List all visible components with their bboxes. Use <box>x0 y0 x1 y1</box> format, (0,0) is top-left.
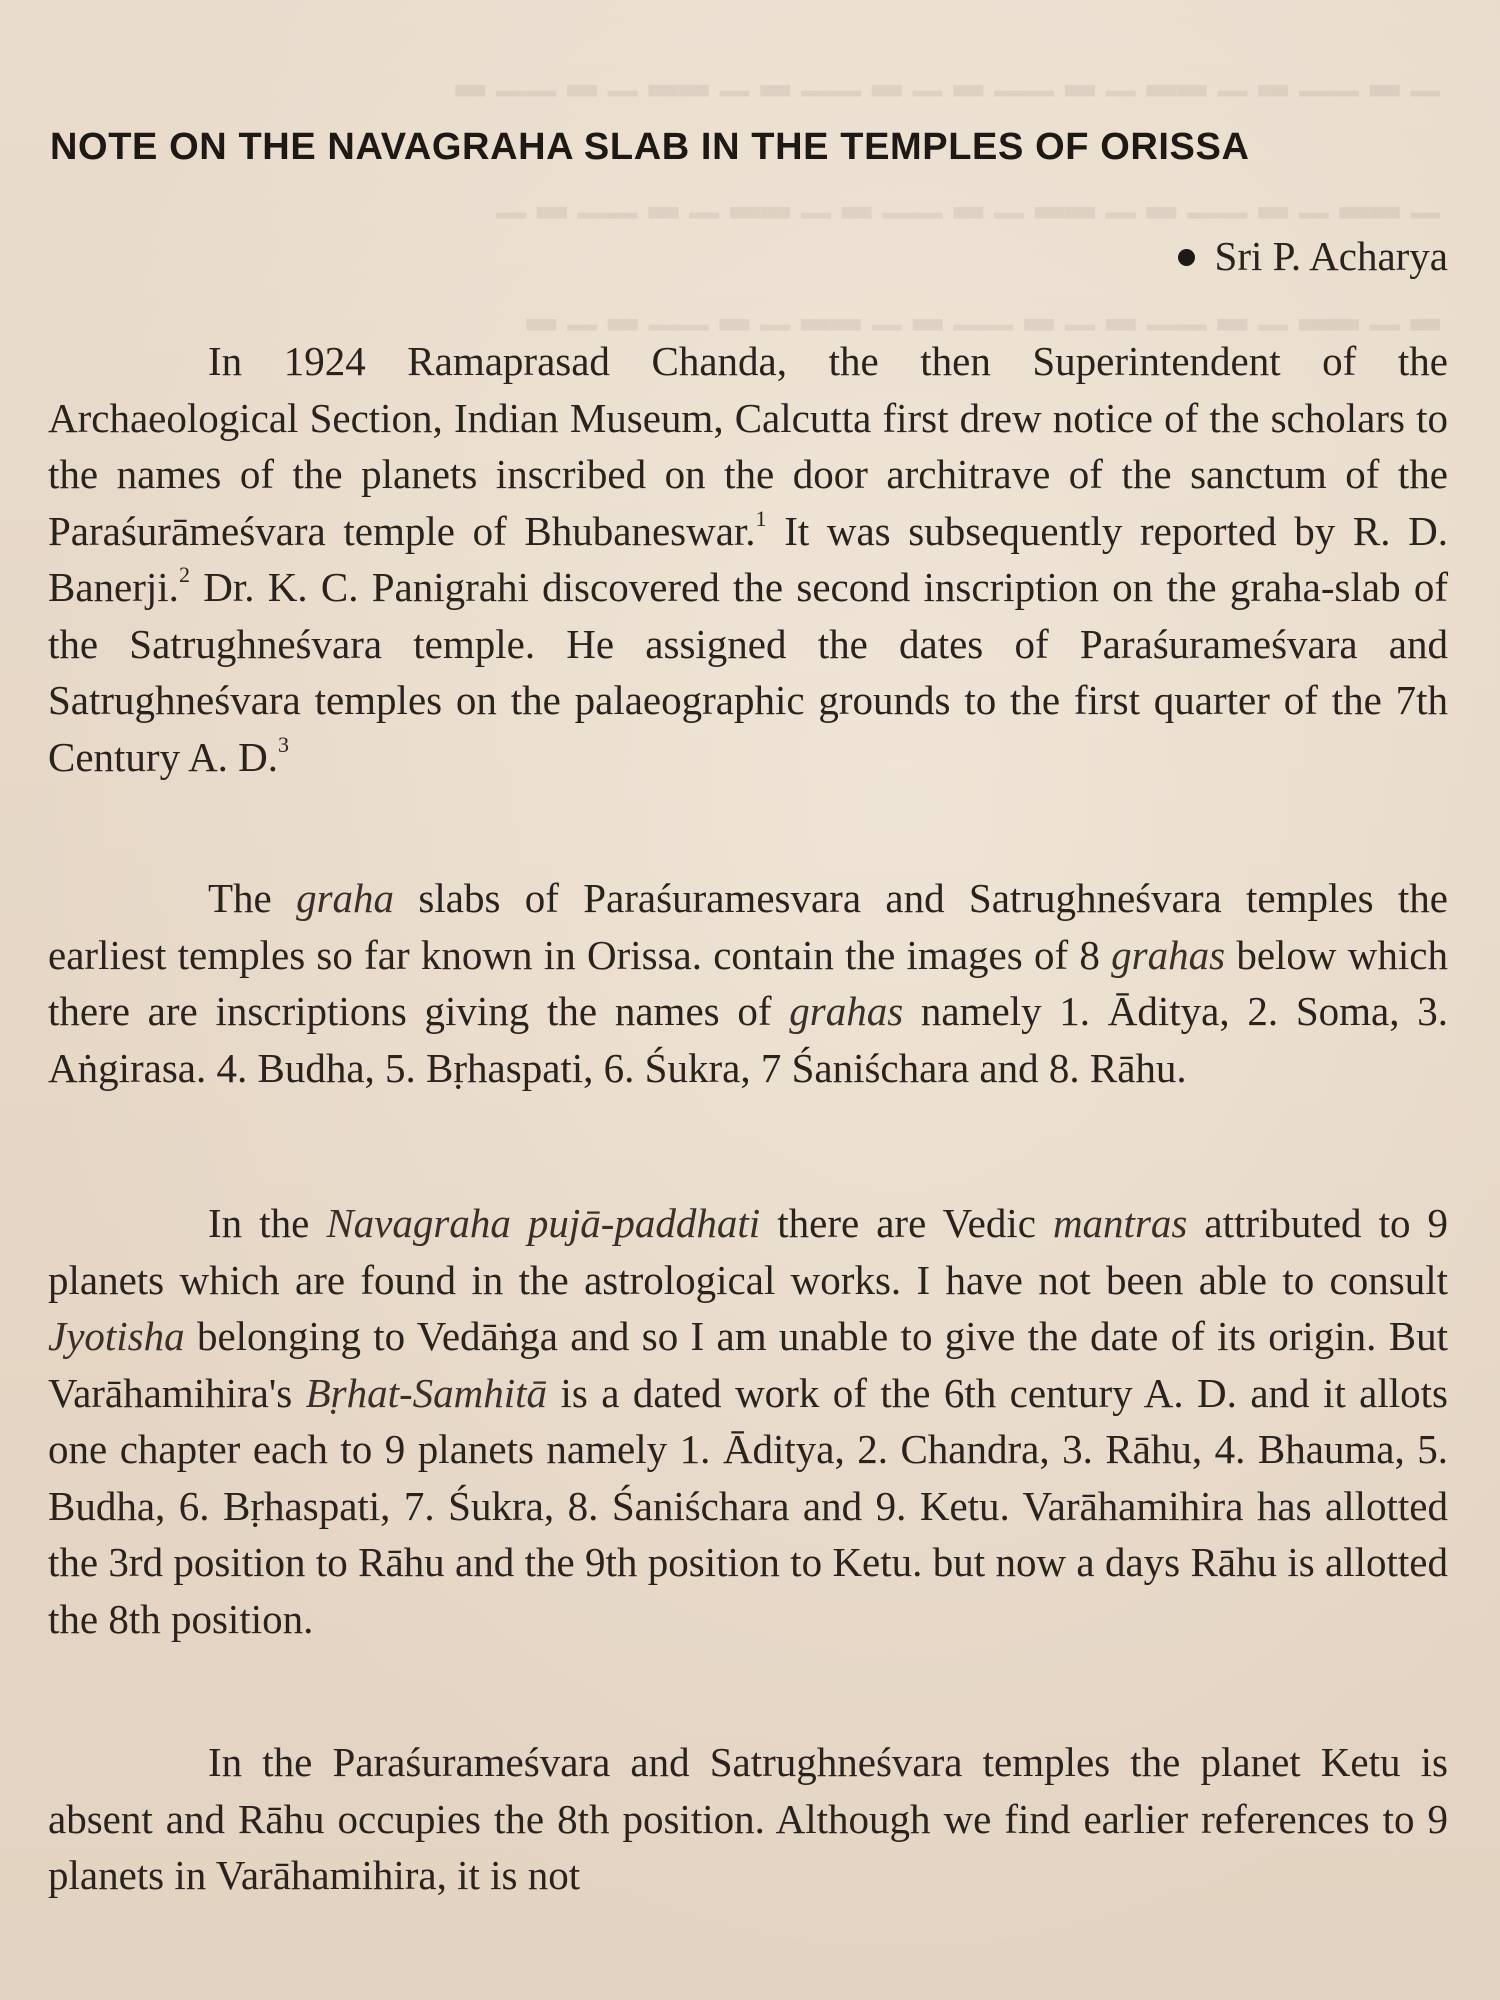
paragraph-2-text-c: below which there are inscriptions giving the names of <box>48 931 1448 1034</box>
paragraph-2-text-d: namely 1. Āditya, 2. Soma, 3. Aṅgirasa. 4. Budha, 5. Bṛhaspati, 6. Śukra, 7 Śaniśchara and 8. Rāhu. <box>48 988 1448 1091</box>
show-through-line: ▁ ▂ ▁▁ ▂ ▁ ▂▂ ▁ ▂ ▁▁ ▂ ▁ ▂ ▁▁ ▂ ▁ ▂▂ ▁ ▂ ▁▁ ▂ <box>454 54 1440 96</box>
paragraph-3 <box>48 1195 1448 1647</box>
paragraph-1-text-c: Dr. K. C. Panigrahi discovered the second inscription on the graha-slab of the Satrughneśvara temple. He assigned the dates of Paraśurameśvara and Satrughneśvara temples on the palaeographic grounds to the first quarter of the 7th Century A. D. <box>48 564 1448 780</box>
paragraph-4 <box>48 1734 1448 1904</box>
paragraph-3-italic-navagraha: Navagraha pujā-paddhati <box>326 1200 761 1246</box>
article-title: NOTE ON THE NAVAGRAHA SLAB IN THE TEMPLES OF ORISSA <box>50 126 1250 168</box>
paragraph-3-text-e: is a dated work of the 6th century A. D. and it allots one chapter each to 9 planets namely 1. Āditya, 2. Chandra, 3. Rāhu, 4. Bhauma, 5. Budha, 6. Bṛhaspati, 7. Śukra, 8. Śaniśchara and 9. Ketu. Varāhamihira has allotted the 3rd position to Rāhu and the 9th position to Ketu. but now a days Rāhu is allotted the 8th position. <box>48 1369 1448 1642</box>
author-name: Sri P. Acharya <box>1214 233 1448 279</box>
paragraph-1-text-b: It was subsequently reported by R. D. Banerji. <box>48 507 1448 610</box>
footnote-ref-2: 2 <box>178 562 190 588</box>
paragraph-3-text-a: In the <box>208 1200 327 1246</box>
paragraph-3-text-d: belonging to Vedāṅga and so I am unable to give the date of its origin. But Varāhamihira's <box>48 1313 1448 1416</box>
paragraph-2-italic-grahas: grahas <box>1111 931 1226 978</box>
paragraph-1 <box>48 333 1448 785</box>
paragraph-2-text-b: slabs of Paraśuramesvara and Satrughneśvara temples the earliest temples so far known in Orissa. contain the images of 8 <box>48 875 1448 978</box>
show-through-line: ▂ ▁ ▂▂ ▁ ▂ ▁▁ ▂ ▁ ▂ ▁▁ ▂ ▁ ▂▂ ▁ ▂ ▁▁ ▂ ▁ ▂ <box>525 288 1440 330</box>
paragraph-3-italic-brhat-samhita: Bṛhat-Samhitā <box>305 1369 548 1416</box>
footnote-ref-1: 1 <box>755 505 767 531</box>
paragraph-3-italic-mantras: mantras <box>1052 1200 1188 1246</box>
paragraph-2 <box>48 870 1448 1096</box>
paragraph-4-text-a: In the Paraśurameśvara and Satrughneśvara temples the planet Ketu is absent and Rāhu occupies the 8th position. Although we find earlier references to 9 planets in Varāhamihira, it is not <box>48 1739 1448 1898</box>
paragraph-1-text-a: In 1924 Ramaprasad Chanda, the then Superintendent of the Archaeological Section, Indian Museum, Calcutta first drew notice of the scholars to the names of the planets inscribed on the door architrave of the sanctum of the Paraśurāmeśvara temple of Bhubaneswar. <box>48 338 1448 554</box>
paragraph-2-italic-graha: graha <box>296 875 395 921</box>
paragraph-2-italic-grahas-2: grahas <box>789 988 904 1034</box>
footnote-ref-3: 3 <box>278 731 290 757</box>
show-through-line: ▁ ▂▂ ▁ ▂ ▁▁ ▂ ▁ ▂▂ ▁ ▂ ▁▁ ▂ ▁ ▂▂ ▁ ▂ ▁▁ ▂ ▁ <box>495 176 1440 218</box>
bullet-icon <box>1178 249 1195 266</box>
paragraph-3-text-b: there are Vedic <box>760 1200 1053 1246</box>
paragraph-3-text-c: attributed to 9 planets which are found in the astrological works. I have not been able to consult <box>48 1200 1448 1303</box>
paragraph-3-italic-jyotisha: Jyotisha <box>48 1313 185 1359</box>
paragraph-2-text-a: The <box>208 875 297 921</box>
author-line <box>1178 232 1448 280</box>
